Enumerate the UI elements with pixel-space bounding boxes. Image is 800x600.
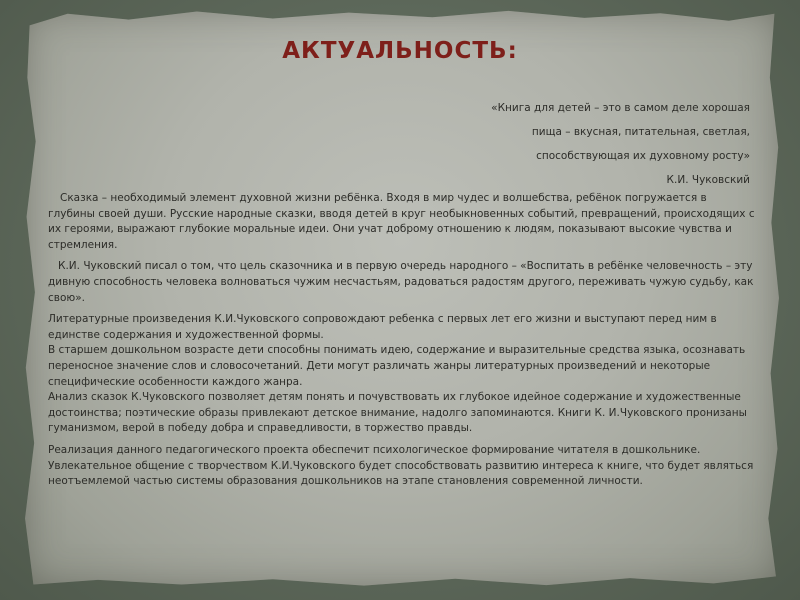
quote-line: способствующая их духовному росту» bbox=[536, 150, 750, 162]
paragraph-fairy-tale: Сказка – необходимый элемент духовной жизни ребёнка. Входя в мир чудес и волшебства, ребёнок погружается в глубины своей души. Русские народные сказки, вводя детей в круг необыкновенных событий, превращений, происходящих с их героями, выражают глубокие моральные идеи. Они учат доброму отношению к людям, показывают высокие чувства и стремления. bbox=[48, 192, 755, 251]
paragraph-preschool-age: В старшем дошкольном возрасте дети способны понимать идею, содержание и выразительные средства языка, осознавать переносное значение слов и словосочетаний. Дети могут различать жанры литературных произведений и некоторые специфические особенности каждого жанра. bbox=[48, 344, 746, 388]
paragraph-chukovsky-goal: К.И. Чуковский писал о том, что цель сказочника и в первую очередь народного – «Воспитать в ребёнке человечность – эту дивную способность человека волноваться чужим несчастьям, радоваться радостям другого, переживать чужую судьбу, как свою». bbox=[48, 260, 754, 304]
slide-body bbox=[48, 191, 756, 490]
quote-line: пища – вкусная, питательная, светлая, bbox=[531, 126, 750, 138]
slide-title: АКТУАЛЬНОСТЬ: bbox=[282, 38, 518, 64]
quote-author: К.И. Чуковский bbox=[666, 174, 750, 186]
paragraph-project-realization: Реализация данного педагогического проекта обеспечит психологическое формирование читателя в дошкольнике. Увлекательное общение с творчеством К.И.Чуковского будет способствовать развитию интереса к книге, что будет являться неотъемлемой частью системы образования дошкольников на этапе становления современной личности. bbox=[48, 443, 754, 488]
epigraph-quote bbox=[350, 96, 750, 192]
paragraph-analysis: Анализ сказок К.Чуковского позволяет детям понять и почувствовать их глубокое идейное содержание и художественные достоинства; поэтические образы привлекают детское внимание, надолго запоминаются. Книги К. И.Чуковского пронизаны гуманизмом, верой в победу добра и справедливости, в торжество правды. bbox=[48, 391, 747, 435]
paragraph-literary-works: Литературные произведения К.И.Чуковского сопровождают ребенка с первых лет его жизни и выступают перед ним в единстве содержания и художественной формы. bbox=[48, 313, 717, 341]
quote-line: «Книга для детей – это в самом деле хорошая bbox=[491, 102, 750, 114]
